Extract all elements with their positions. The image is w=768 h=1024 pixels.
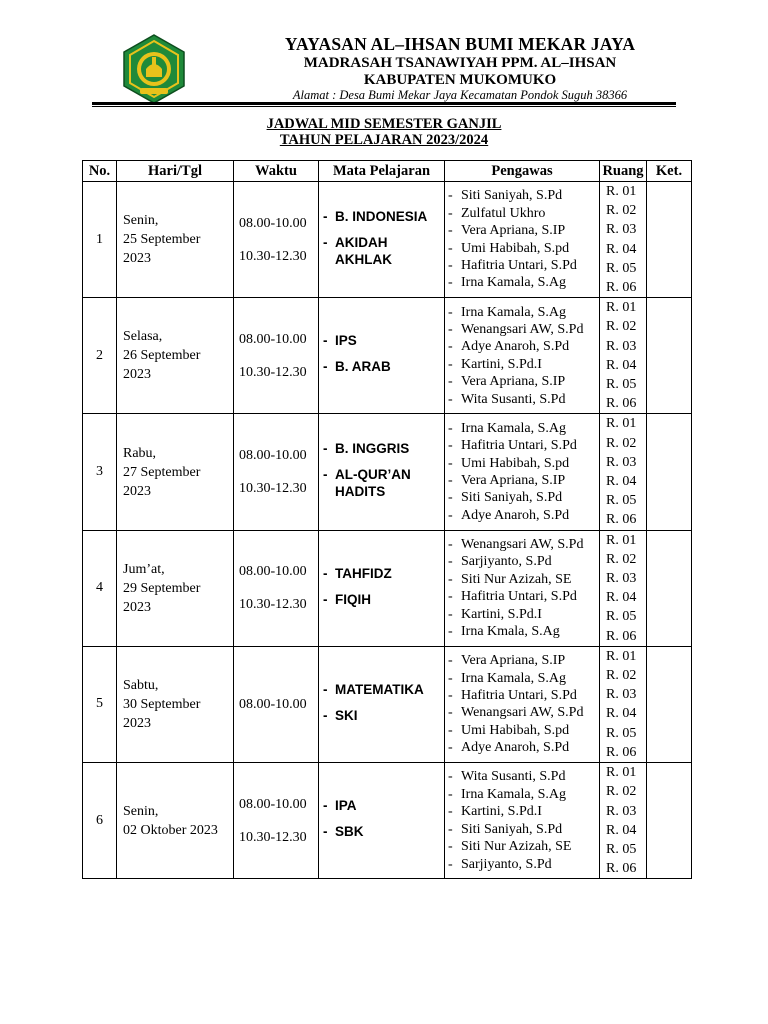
list-item [448,304,599,321]
room-label: R. 02 [606,551,637,567]
room-label: R. 05 [606,725,637,741]
room-label: R. 04 [606,706,637,722]
bullet-dash: - [448,391,453,407]
room-label: R. 06 [606,861,637,877]
room-label: R. 04 [606,241,637,257]
row-number: 2 [83,298,117,414]
list-item [448,687,599,704]
row-number: 4 [83,530,117,646]
list-item [448,588,599,605]
bullet-dash: - [448,722,453,738]
list-item [448,240,599,257]
day-date-line: 29 September [123,580,201,596]
list-item [448,455,599,472]
room-label: R. 04 [606,357,637,373]
subject-name-line: MATEMATIKA [335,681,424,697]
room-label: R. 02 [606,203,637,219]
table-row [83,182,692,298]
notes-cell [647,298,692,414]
subject-item [323,440,444,457]
room-label: R. 05 [606,377,637,393]
column-header: Hari/Tgl [117,161,234,182]
room-cell [600,530,647,646]
list-item [448,373,599,390]
supervisor-name: Adye Anaroh, S.Pd [461,740,570,756]
subject-name [335,565,392,582]
supervisor-name: Wita Susanti, S.Pd [461,391,566,407]
subject-name-line: B. ARAB [335,359,391,375]
subject-cell [319,414,445,530]
day-date-line: 27 September [123,464,201,480]
time-cell [234,646,319,762]
room-label: R. 02 [606,435,637,451]
bullet-dash: - [448,606,453,622]
day-date-cell [117,646,234,762]
column-header: Ruang [600,161,647,182]
room-label: R. 03 [606,803,637,819]
supervisor-name: Adye Anaroh, S.Pd [461,507,570,523]
list-item [448,739,599,756]
day-date-line: 02 Oktober 2023 [123,822,218,838]
subject-item [323,797,444,814]
bullet-dash: - [448,571,453,587]
subject-name-line: AL-QUR’AN [335,467,411,483]
supervisor-name: Vera Apriana, S.IP [461,223,566,239]
supervisor-name: Siti Saniyah, S.Pd [461,821,563,837]
list-item [448,553,599,570]
table-row [83,646,692,762]
subject-item [323,565,444,582]
list-item [448,536,599,553]
bullet-dash: - [448,490,453,506]
subject-name-line: FIQIH [335,591,371,607]
time-slot: 10.30-12.30 [239,829,307,845]
list-item [448,321,599,338]
school-address: Alamat : Desa Bumi Mekar Jaya Kecamatan Pondok Suguh 38366 [292,88,628,102]
list-item [448,670,599,687]
supervisor-name: Adye Anaroh, S.Pd [461,339,570,355]
time-slot: 08.00-10.00 [239,696,307,712]
supervisor-name: Kartini, S.Pd.I [461,606,542,622]
list-item [448,623,599,640]
list-item [448,652,599,669]
time-slot: 08.00-10.00 [239,448,307,464]
supervisor-name: Wenangsari AW, S.Pd [461,322,584,338]
bullet-dash: - [448,507,453,523]
list-item [448,391,599,408]
bullet-dash: - [323,359,328,375]
list-item [448,257,599,274]
subject-item [323,707,444,724]
supervisor-name: Vera Apriana, S.IP [461,374,566,390]
subject-item [323,358,444,375]
day-date-line: 2023 [123,251,151,267]
list-item [448,187,599,204]
bullet-dash: - [448,438,453,454]
column-header: Mata Pelajaran [319,161,445,182]
supervisor-name: Kartini, S.Pd.I [461,356,542,372]
madrasah-logo [118,33,190,105]
room-label: R. 05 [606,841,637,857]
room-label: R. 01 [606,648,637,664]
room-label: R. 03 [606,571,637,587]
supervisor-name: Irna Kamala, S.Ag [461,670,566,686]
column-header: Ket. [647,161,692,182]
room-label: R. 06 [606,280,637,296]
bullet-dash: - [323,234,328,250]
subject-name [335,591,371,608]
room-label: R. 01 [606,532,637,548]
regency-name: KABUPATEN MUKOMUKO [363,72,557,88]
day-date-line: 2023 [123,367,151,383]
bullet-dash: - [323,565,328,581]
time-cell [234,530,319,646]
room-label: R. 06 [606,396,637,412]
supervisor-list [445,304,599,408]
list-item [448,821,599,838]
supervisor-cell [445,763,600,879]
list-item [448,786,599,803]
exam-schedule-table [82,160,692,879]
subject-name [335,707,358,724]
room-label: R. 04 [606,822,637,838]
bullet-dash: - [323,824,328,840]
subject-cell [319,530,445,646]
room-label: R. 03 [606,222,637,238]
table-row [83,530,692,646]
table-row [83,298,692,414]
bullet-dash: - [323,681,328,697]
day-date-cell [117,182,234,298]
bullet-dash: - [448,455,453,471]
subject-name-line: B. INGGRIS [335,441,410,457]
room-label: R. 06 [606,512,637,528]
supervisor-name: Siti Nur Azizah, SE [461,839,572,855]
subject-name-line: AKIDAH [335,234,388,250]
time-slot: 08.00-10.00 [239,796,307,812]
day-date-line: 2023 [123,599,151,615]
supervisor-cell [445,646,600,762]
bullet-dash: - [448,554,453,570]
subject-name-line: IPA [335,798,357,814]
subject-name [335,440,409,457]
subject-item [323,234,444,268]
supervisor-name: Sarjiyanto, S.Pd [461,856,552,872]
supervisor-name: Hafitria Untari, S.Pd [461,438,577,454]
time-slot: 08.00-10.00 [239,564,307,580]
subject-name [335,681,424,698]
list-item [448,768,599,785]
supervisor-name: Siti Nur Azizah, SE [461,571,572,587]
supervisor-name: Hafitria Untari, S.Pd [461,688,577,704]
row-number: 1 [83,182,117,298]
bullet-dash: - [448,821,453,837]
table-row [83,414,692,530]
column-header: Pengawas [445,161,600,182]
subject-item [323,208,444,225]
notes-cell [647,646,692,762]
list-item [448,856,599,873]
day-date-line: 2023 [123,483,151,499]
subject-cell [319,646,445,762]
bullet-dash: - [448,856,453,872]
notes-cell [647,182,692,298]
room-label: R. 01 [606,416,637,432]
supervisor-name: Wita Susanti, S.Pd [461,769,566,785]
time-slot: 10.30-12.30 [239,248,307,264]
supervisor-name: Irna Kamala, S.Ag [461,304,566,320]
bullet-dash: - [448,223,453,239]
subject-name [335,797,357,814]
bullet-dash: - [323,467,328,483]
room-label: R. 02 [606,784,637,800]
supervisor-name: Siti Saniyah, S.Pd [461,188,563,204]
list-item [448,704,599,721]
supervisor-cell [445,414,600,530]
bullet-dash: - [323,591,328,607]
supervisor-list [445,652,599,756]
time-slot: 08.00-10.00 [239,215,307,231]
foundation-name: YAYASAN AL–IHSAN BUMI MEKAR JAYA [284,34,636,54]
supervisor-list [445,768,599,872]
supervisor-cell [445,530,600,646]
bullet-dash: - [448,688,453,704]
time-slot: 10.30-12.30 [239,364,307,380]
room-label: R. 03 [606,687,637,703]
notes-cell [647,530,692,646]
room-label: R. 04 [606,474,637,490]
supervisor-name: Irna Kamala, S.Ag [461,786,566,802]
supervisor-name: Wenangsari AW, S.Pd [461,705,584,721]
subject-cell [319,298,445,414]
subject-cell [319,763,445,879]
bullet-dash: - [448,275,453,291]
supervisor-name: Siti Saniyah, S.Pd [461,490,563,506]
notes-cell [647,763,692,879]
bullet-dash: - [448,804,453,820]
subject-name [335,208,427,225]
supervisor-name: Wenangsari AW, S.Pd [461,537,584,553]
table-row [83,763,692,879]
bullet-dash: - [448,304,453,320]
room-label: R. 03 [606,338,637,354]
bullet-dash: - [448,705,453,721]
bullet-dash: - [448,322,453,338]
day-date-line: Senin, [123,803,159,819]
list-item [448,507,599,524]
list-item [448,489,599,506]
room-label: R. 01 [606,184,637,199]
bullet-dash: - [448,356,453,372]
school-name: MADRASAH TSANAWIYAH PPM. AL–IHSAN [303,55,617,71]
subject-name-line: SKI [335,707,358,723]
supervisor-cell [445,298,600,414]
subject-name [335,234,392,268]
bullet-dash: - [448,188,453,204]
supervisor-list [445,187,599,291]
column-header: Waktu [234,161,319,182]
supervisor-name: Zulfatul Ukhro [461,205,546,221]
subject-item [323,466,444,500]
day-date-line: Senin, [123,213,159,229]
header-rule-thin [92,106,676,107]
room-label: R. 03 [606,454,637,470]
subject-name [335,466,411,500]
subject-name-line: AKHLAK [335,251,392,267]
day-date-line: 30 September [123,696,201,712]
bullet-dash: - [448,670,453,686]
supervisor-name: Umi Habibah, S.pd [461,240,570,256]
subject-item [323,681,444,698]
time-cell [234,182,319,298]
day-date-cell [117,530,234,646]
subject-name-line: B. INDONESIA [335,208,428,224]
room-label: R. 01 [606,300,637,316]
time-slot: 08.00-10.00 [239,331,307,347]
supervisor-list [445,536,599,640]
day-date-cell [117,414,234,530]
bullet-dash: - [448,205,453,221]
room-label: R. 06 [606,628,637,644]
list-item [448,338,599,355]
supervisor-name: Kartini, S.Pd.I [461,804,542,820]
bullet-dash: - [323,798,328,814]
bullet-dash: - [448,537,453,553]
day-date-line: Jum’at, [123,561,165,577]
room-cell [600,646,647,762]
bullet-dash: - [448,339,453,355]
time-cell [234,414,319,530]
supervisor-name: Irna Kmala, S.Ag [461,624,560,640]
list-item [448,838,599,855]
list-item [448,722,599,739]
room-label: R. 04 [606,590,637,606]
list-item [448,274,599,291]
bullet-dash: - [448,839,453,855]
document-title: JADWAL MID SEMESTER GANJIL [266,116,502,132]
day-date-line: 25 September [123,232,201,248]
bullet-dash: - [448,473,453,489]
supervisor-name: Irna Kamala, S.Ag [461,275,566,291]
list-item [448,420,599,437]
supervisor-name: Hafitria Untari, S.Pd [461,589,577,605]
bullet-dash: - [448,420,453,436]
room-label: R. 05 [606,493,637,509]
subject-item [323,332,444,349]
supervisor-name: Irna Kamala, S.Ag [461,420,566,436]
room-cell [600,182,647,298]
supervisor-name: Vera Apriana, S.IP [461,473,566,489]
time-slot: 10.30-12.30 [239,597,307,613]
bullet-dash: - [448,653,453,669]
list-item [448,606,599,623]
room-label: R. 06 [606,744,637,760]
bullet-dash: - [323,441,328,457]
bullet-dash: - [323,333,328,349]
academic-year: TAHUN PELAJARAN 2023/2024 [279,132,489,148]
subject-name-line: SBK [335,824,364,840]
supervisor-list [445,420,599,524]
day-date-line: Rabu, [123,445,157,461]
subject-name [335,358,391,375]
list-item [448,803,599,820]
day-date-cell [117,763,234,879]
day-date-cell [117,298,234,414]
subject-name-line: TAHFIDZ [335,565,392,581]
room-label: R. 02 [606,319,637,335]
list-item [448,437,599,454]
subject-name [335,823,364,840]
day-date-line: 26 September [123,348,201,364]
subject-name-line: HADITS [335,484,386,500]
bullet-dash: - [448,374,453,390]
subject-cell [319,182,445,298]
table-header-row [83,161,692,182]
supervisor-name: Hafitria Untari, S.Pd [461,258,577,274]
room-label: R. 05 [606,260,637,276]
bullet-dash: - [323,707,328,723]
supervisor-name: Umi Habibah, S.pd [461,722,570,738]
column-header: No. [83,161,117,182]
supervisor-name: Umi Habibah, S.pd [461,455,570,471]
room-label: R. 02 [606,668,637,684]
bullet-dash: - [448,589,453,605]
list-item [448,222,599,239]
list-item [448,205,599,222]
bullet-dash: - [448,258,453,274]
row-number: 5 [83,646,117,762]
notes-cell [647,414,692,530]
subject-item [323,823,444,840]
bullet-dash: - [448,740,453,756]
bullet-dash: - [323,208,328,224]
room-cell [600,414,647,530]
row-number: 6 [83,763,117,879]
subject-item [323,591,444,608]
day-date-line: 2023 [123,715,151,731]
supervisor-name: Vera Apriana, S.IP [461,653,566,669]
subject-name [335,332,357,349]
time-cell [234,763,319,879]
time-slot: 10.30-12.30 [239,481,307,497]
bullet-dash: - [448,624,453,640]
room-cell [600,763,647,879]
bullet-dash: - [448,240,453,256]
bullet-dash: - [448,769,453,785]
time-cell [234,298,319,414]
room-label: R. 05 [606,609,637,625]
supervisor-cell [445,182,600,298]
list-item [448,571,599,588]
supervisor-name: Sarjiyanto, S.Pd [461,554,552,570]
header-rule-thick [92,102,676,105]
room-cell [600,298,647,414]
room-label: R. 01 [606,765,637,781]
day-date-line: Sabtu, [123,677,159,693]
list-item [448,472,599,489]
row-number: 3 [83,414,117,530]
subject-name-line: IPS [335,333,357,349]
list-item [448,356,599,373]
day-date-line: Selasa, [123,329,163,345]
bullet-dash: - [448,786,453,802]
